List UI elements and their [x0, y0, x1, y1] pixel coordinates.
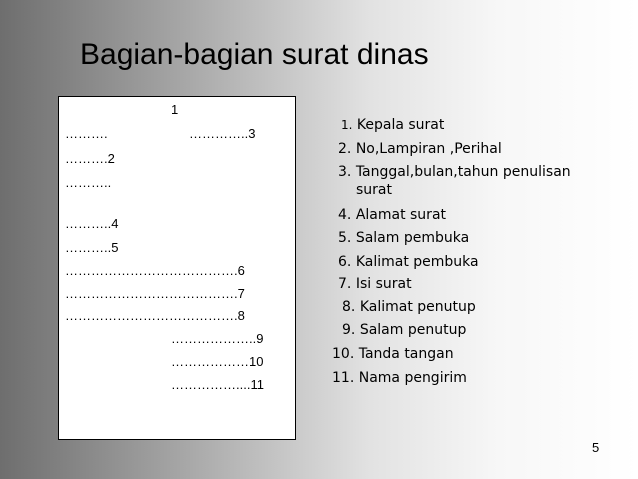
list-item-text: Alamat surat — [355, 207, 447, 223]
form-line-2: ……….2 — [65, 151, 115, 166]
list-item-text: Isi surat — [355, 276, 412, 292]
list-item-number: 11. — [332, 370, 355, 386]
list-item-text: Kepala surat — [356, 117, 445, 133]
list-item — [338, 230, 469, 246]
list-item-number: 7. — [338, 276, 352, 292]
form-line-10: ………………10 — [171, 354, 264, 369]
form-line-4: ………..4 — [65, 216, 119, 231]
list-item-text: Tanda tangan — [358, 346, 454, 362]
form-line-11: ……………....11 — [171, 377, 264, 392]
list-item — [332, 370, 467, 386]
list-item-continuation — [356, 182, 392, 198]
list-item — [332, 346, 454, 362]
list-item — [342, 322, 466, 338]
page-number: 5 — [592, 440, 600, 455]
list-item-text: Salam pembuka — [355, 230, 470, 246]
list-item-number: 5. — [338, 230, 352, 246]
list-item-number: 4. — [338, 207, 352, 223]
list-item-number: 10. — [332, 346, 355, 362]
list-item-text: Nama pengirim — [358, 370, 467, 386]
form-line-6: ………………………………….6 — [65, 263, 245, 278]
list-item — [338, 254, 479, 270]
list-item — [338, 276, 412, 292]
list-item-number: 3. — [338, 164, 352, 180]
list-item-number: 1. — [341, 118, 353, 132]
list-item-text: Kalimat penutup — [359, 299, 476, 315]
form-line-5: ………..5 — [65, 240, 119, 255]
list-item-text: Salam penutup — [359, 322, 467, 338]
list-item-text: Kalimat pembuka — [355, 254, 479, 270]
form-line-8: ………………………………….8 — [65, 308, 245, 323]
form-header-number: 1 — [171, 102, 179, 117]
slide-title: Bagian-bagian surat dinas — [80, 38, 429, 71]
list-item-text: No,Lampiran ,Perihal — [355, 141, 502, 157]
list-item — [338, 164, 571, 180]
list-item-number: 2. — [338, 141, 352, 157]
list-item-number: 8. — [342, 299, 356, 315]
list-item — [338, 141, 502, 157]
form-line-9: ………………..9 — [171, 331, 264, 346]
form-line-3: ……….. — [65, 175, 112, 190]
list-item — [338, 207, 446, 223]
form-line-7: ………………………………….7 — [65, 286, 245, 301]
list-item-number: 6. — [338, 254, 352, 270]
list-item-number: 9. — [342, 322, 356, 338]
list-item-text: Tanggal,bulan,tahun penulisan — [355, 164, 571, 180]
list-item — [341, 117, 444, 133]
form-line-1-left: ………. — [65, 126, 108, 141]
form-line-1-right: …………..3 — [189, 126, 256, 141]
list-item — [342, 299, 476, 315]
list-item-text: surat — [356, 182, 392, 198]
